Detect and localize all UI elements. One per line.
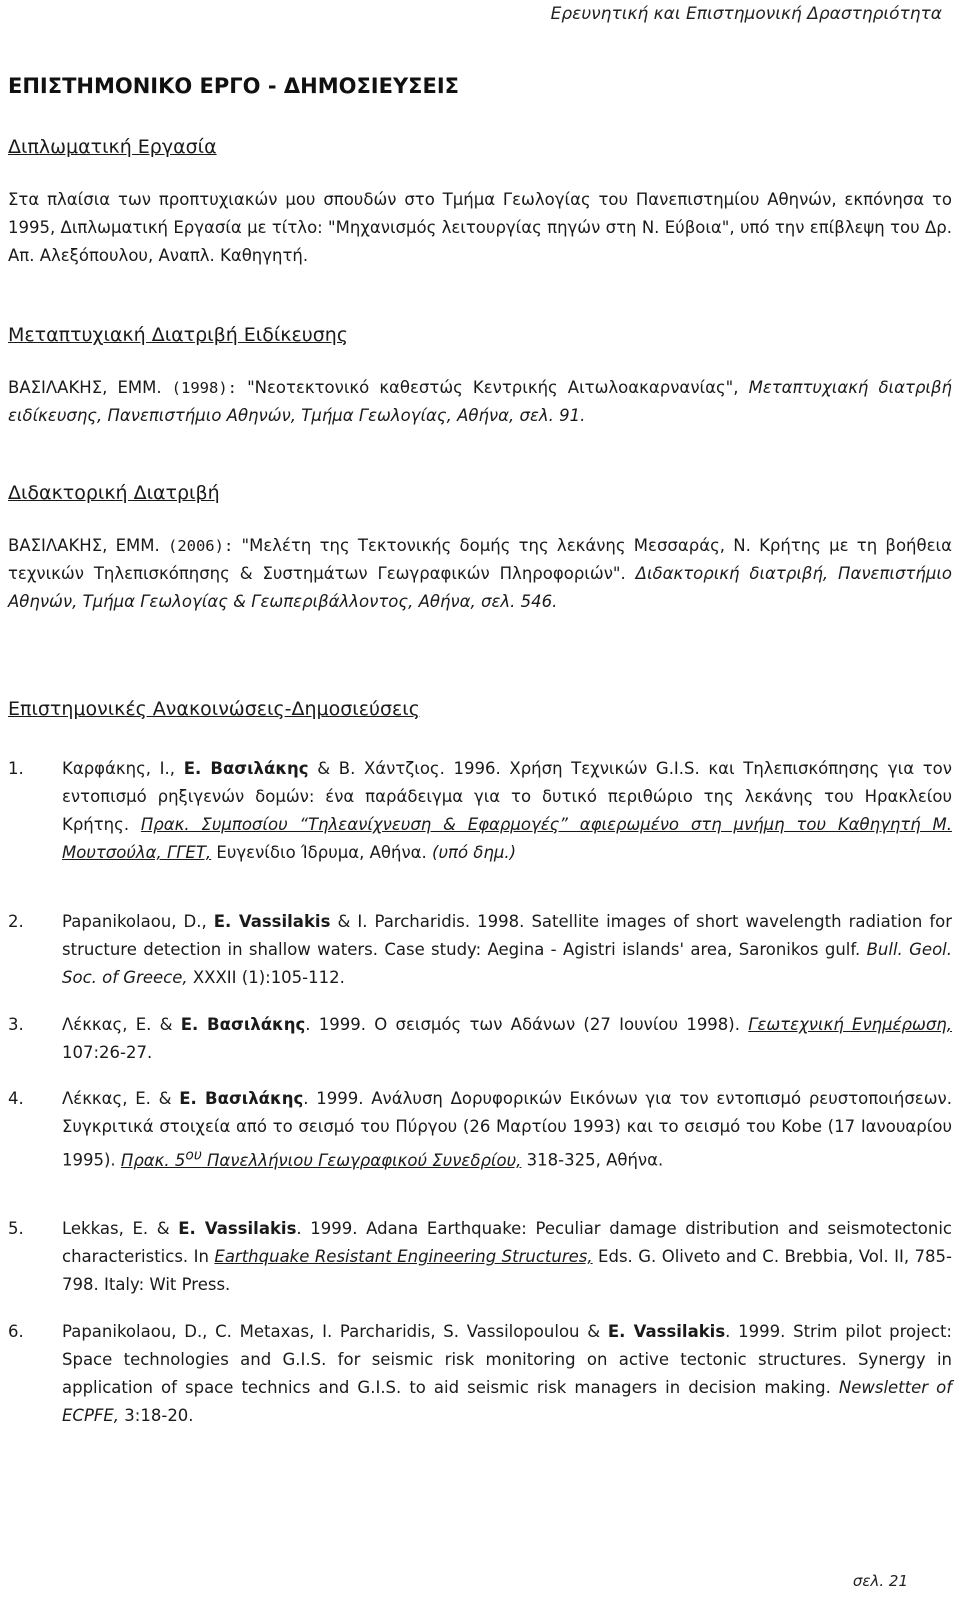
publication-venue-part: Πανελλήνιου Γεωγραφικού Συνεδρίου, [201, 1150, 522, 1170]
publication-venue: Πρακ. Συμποσίου “Τηλεανίχνευση & Εφαρμογές” αφιερωμένο στη μνήμη του Καθηγητή Μ. Μουτσούλα, ΓΓΕΤ, [62, 815, 952, 862]
masters-author: ΒΑΣΙΛΑΚΗΣ, ΕΜΜ. [8, 378, 162, 397]
publication-venue [120, 1147, 522, 1170]
publication-self-author: Ε. Βασιλάκης [183, 759, 309, 778]
publication-body: & I. Parcharidis. 1998. Satellite images of short wavelength radiation for structure detection in shallow waters. Case study: Aegina - Agistri islands' area, Saronikos gulf. [62, 912, 953, 959]
publication-number: 4. [8, 1089, 24, 1108]
publication-number: 6. [8, 1322, 24, 1341]
publication-rest: 3:18-20. [119, 1406, 194, 1425]
phd-venue: Διδακτορική διατριβή, Πανεπιστήμιο Αθηνών, Τμήμα Γεωλογίας & Γεωπεριβάλλοντος, Αθήνα, σελ. 546. [8, 564, 952, 611]
page-number: σελ. 21 [852, 1572, 908, 1590]
publication-venue: Bull. Geol. Soc. of Greece, [62, 940, 952, 987]
masters-year: (1998): [171, 379, 237, 397]
publication-number: 2. [8, 912, 24, 931]
publication-authors: Papanikolaou, D., [62, 912, 214, 931]
publication-body: & Β. Χάντζιος. 1996. Χρήση Τεχνικών G.I.S. και Τηλεπισκόπησης για τον εντοπισμό ρηξιγενών δομών: ένα παράδειγμα για το δυτικό περιθώριο της λεκάνης του Ηρακλείου Κρήτης. [62, 759, 952, 834]
publication-rest: 318-325, Αθήνα. [521, 1150, 664, 1170]
publication-number: 1. [8, 759, 24, 778]
page-title: ΕΠΙΣΤΗΜΟΝΙΚΟ ΕΡΓΟ - ΔΗΜΟΣΙΕΥΣΕΙΣ [8, 74, 459, 98]
diploma-text: Στα πλαίσια των προπτυχιακών μου σπουδών στο Τμήμα Γεωλογίας του Πανεπιστημίου Αθηνών, εκπόνησα το 1995, Διπλωματική Εργασία με τίτλο: "Μηχανισμός λειτουργίας πηγών στη Ν. Εύβοια", υπό την επίβλεψη του Δρ. Απ. Αλεξόπουλου, Αναπλ. Καθηγητή. [8, 190, 952, 265]
publication-self-author: Ε. Βασιλάκης [179, 1089, 304, 1108]
publication-number: 3. [8, 1015, 24, 1034]
masters-title: "Νεοτεκτονικό καθεστώς Κεντρικής Αιτωλοακαρνανίας", [247, 378, 739, 397]
running-header: Ερευνητική και Επιστημονική Δραστηριότητα [550, 4, 942, 24]
publication-venue: Earthquake Resistant Engineering Structures, [214, 1247, 593, 1266]
publication-self-author: Ε. Βασιλάκης [180, 1015, 306, 1034]
masters-heading: Μεταπτυχιακή Διατριβή Ειδίκευσης [8, 324, 348, 346]
publication-self-author: E. Vassilakis [607, 1322, 726, 1341]
publication-authors: Λέκκας, Ε. & [62, 1089, 180, 1108]
publication-rest: Eds. G. Oliveto and C. Brebbia, Vol. II, 785-798. Italy: Wit Press. [62, 1247, 953, 1294]
publication-number: 5. [8, 1219, 24, 1238]
publication-authors: Lekkas, E. & [62, 1219, 179, 1238]
publication-venue-superscript: ου [185, 1147, 202, 1163]
publication-body: . 1999. Ο σεισμός των Αδάνων (27 Ιουνίου 1998). [305, 1015, 749, 1034]
phd-author: ΒΑΣΙΛΑΚΗΣ, ΕΜΜ. [8, 536, 160, 555]
publication-item-3 [8, 1011, 952, 1067]
publication-item-2 [8, 908, 952, 992]
masters-venue: Μεταπτυχιακή διατριβή ειδίκευσης, Πανεπιστήμιο Αθηνών, Τμήμα Γεωλογίας, Αθήνα, σελ. 91. [8, 378, 952, 425]
publication-note: (υπό δημ.) [432, 843, 517, 862]
phd-year: (2006): [167, 537, 234, 555]
phd-title: "Μελέτη της Τεκτονικής δομής της λεκάνης Μεσσαράς, Ν. Κρήτης με τη βοήθεια τεχνικών Τηλεπισκόπησης & Συστημάτων Γεωγραφικών Πληροφοριών". [8, 536, 952, 583]
publication-authors: Papanikolaou, D., C. Metaxas, I. Parcharidis, S. Vassilopoulou & [62, 1322, 608, 1341]
publication-venue: Γεωτεχνική Ενημέρωση, [748, 1015, 952, 1034]
publication-venue: Newsletter of ECPFE, [62, 1378, 952, 1425]
publication-body: . 1999. Strim pilot project: Space technologies and G.I.S. for seismic risk monitoring on active tectonic structures. Synergy in application of space technics and G.I.S. to aid seismic risk managers in decision making. [62, 1322, 952, 1397]
publication-item-5 [8, 1215, 952, 1299]
publication-authors: Καρφάκης, Ι., [62, 759, 184, 778]
publication-venue-part: Πρακ. 5 [120, 1150, 186, 1170]
publication-rest: 107:26-27. [62, 1043, 153, 1062]
publication-authors: Λέκκας, Ε. & [62, 1015, 181, 1034]
masters-citation [8, 374, 952, 430]
publication-item-4 [8, 1085, 952, 1175]
phd-citation [8, 532, 952, 616]
publication-body: . 1999. Adana Earthquake: Peculiar damage distribution and seismotectonic characteristics. In [62, 1219, 952, 1266]
publication-rest: Ευγενίδιο Ίδρυμα, Αθήνα. [211, 843, 433, 862]
publication-self-author: E. Vassilakis [213, 912, 331, 931]
publication-rest: XXXII (1):105-112. [187, 968, 345, 987]
publication-self-author: E. Vassilakis [178, 1219, 297, 1238]
phd-heading: Διδακτορική Διατριβή [8, 482, 220, 504]
publications-heading: Επιστημονικές Ανακοινώσεις-Δημοσιεύσεις [8, 698, 420, 720]
diploma-heading: Διπλωματική Εργασία [8, 136, 217, 158]
publication-item-1 [8, 755, 952, 867]
publication-item-6 [8, 1318, 952, 1430]
publication-body: . 1999. Ανάλυση Δορυφορικών Εικόνων για τον εντοπισμό ρευστοποιήσεων. Συγκριτικά στοιχεία από το σεισμό του Πύργου (26 Μαρτίου 1993) και το σεισμό του Kobe (17 Ιανουαρίου 1995). [62, 1089, 952, 1170]
